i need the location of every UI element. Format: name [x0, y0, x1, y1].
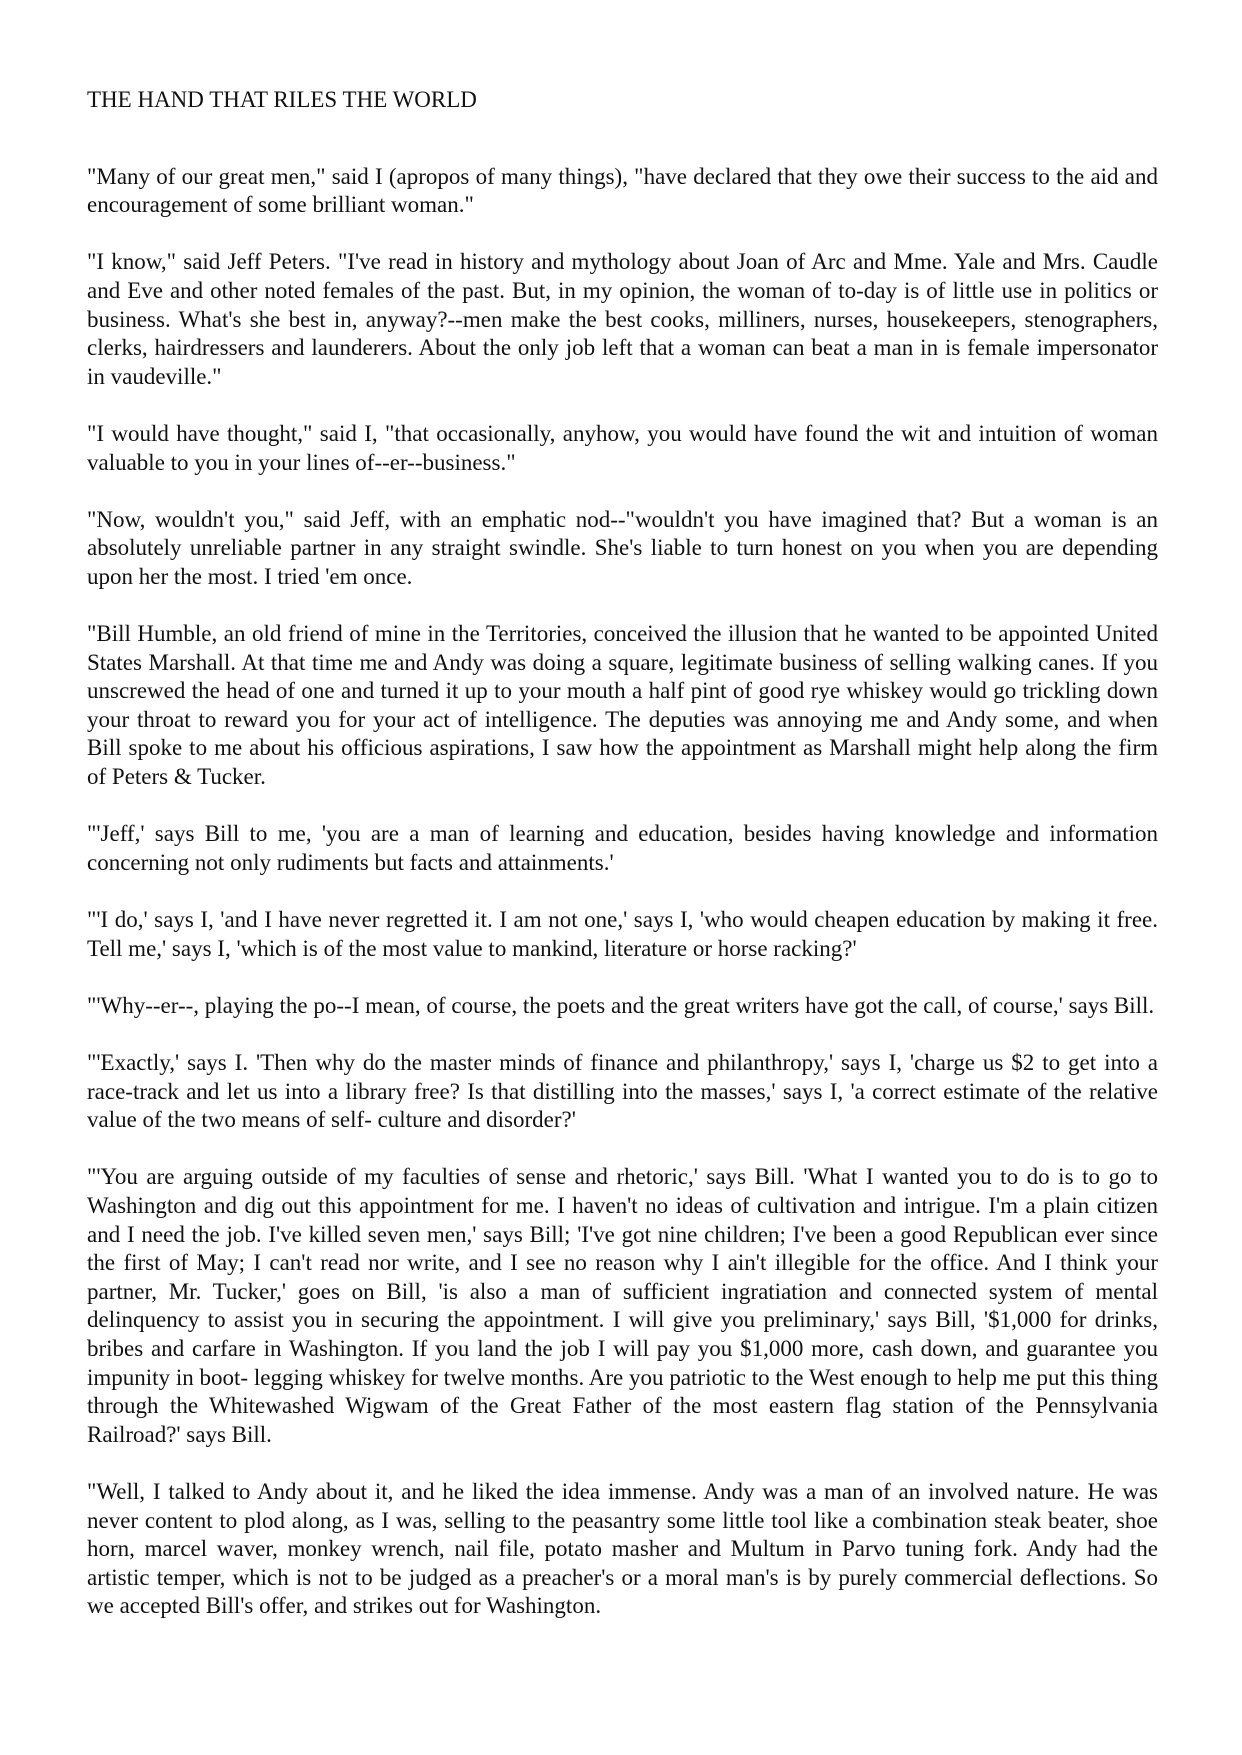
paragraph: "'Why--er--, playing the po--I mean, of course, the poets and the great writers have got the call, of course,' says Bill. [87, 992, 1155, 1018]
paragraph: "I know," said Jeff Peters. "I've read in history and mythology about Joan of Arc and Mme. Yale and Mrs. Caudle and Eve and other noted females of the past. But, in my opinion, the woman of to-day is of little use in politics or business. What's she best in, anyway?--men make the best cooks, milliners, nurses, housekeepers, stenographers, clerks, hairdressers and launderers. About the only job left that a woman can beat a man in is female impersonator in vaudeville." [87, 249, 1158, 389]
paragraph: "Well, I talked to Andy about it, and he liked the idea immense. Andy was a man of an involved nature. He was never content to plod along, as I was, selling to the peasantry some little tool like a combination steak beater, shoe horn, marcel waver, monkey wrench, nail file, potato masher and Multum in Parvo tuning fork. Andy had the artistic temper, which is not to be judged as a preacher's or a moral man's is by purely commercial deflections. So we accepted Bill's offer, and strikes out for Washington. [87, 1478, 1158, 1619]
paragraph: "Bill Humble, an old friend of mine in the Territories, conceived the illusion that he wanted to be appointed United States Marshall. At that time me and Andy was doing a square, legitimate business of selling walking canes. If you unscrewed the head of one and turned it up to your mouth a half pint of good rye whiskey would go trickling down your throat to reward you for your act of intelligence. The deputies was annoying me and Andy some, and when Bill spoke to me about his officious aspirations, I saw how the appointment as Marshall might help along the firm of Peters & Tucker. [87, 621, 1158, 790]
paragraph: "'Exactly,' says I. 'Then why do the master minds of finance and philanthropy,' says I, 'charge us $2 to get into a race-track and let us into a library free? Is that distilling into the masses,' says I, 'a correct estimate of the relative value of the two means of self- culture and disorder?' [87, 1050, 1158, 1133]
document-page [87, 86, 1158, 1649]
paragraph: "Many of our great men," said I (apropos of many things), "have declared that they owe their success to the aid and encouragement of some brilliant woman." [87, 163, 1158, 218]
paragraph: "'I do,' says I, 'and I have never regretted it. I am not one,' says I, 'who would cheapen education by making it free. Tell me,' says I, 'which is of the most value to mankind, literature or horse racking?' [87, 907, 1158, 961]
paragraph: "'You are arguing outside of my faculties of sense and rhetoric,' says Bill. 'What I wanted you to do is to go to Washington and dig out this appointment for me. I haven't no ideas of cultivation and intrigue. I'm a plain citizen and I need the job. I've killed seven men,' says Bill; 'I've got nine children; I've been a good Republican ever since the first of May; I can't read nor write, and I see no reason why I ain't illegible for the office. And I think your partner, Mr. Tucker,' goes on Bill, 'is also a man of sufficient ingratiation and connected system of mental delinquency to assist you in securing the appointment. I will give you preliminary,' says Bill, '$1,000 for drinks, bribes and carfare in Washington. If you land the job I will pay you $1,000 more, cash down, and guarantee you impunity in boot- legging whiskey for twelve months. Are you patriotic to the West enough to help me put this thing through the Whitewashed Wigwam of the Great Father of the most eastern flag station of the Pennsylvania Railroad?' says Bill. [87, 1164, 1158, 1447]
paragraph: "Now, wouldn't you," said Jeff, with an emphatic nod--"wouldn't you have imagined that? But a woman is an absolutely unreliable partner in any straight swindle. She's liable to turn honest on you when you are depending upon her the most. I tried 'em once. [87, 506, 1158, 589]
paragraph: "I would have thought," said I, "that occasionally, anyhow, you would have found the wit and intuition of woman valuable to you in your lines of--er--business." [87, 420, 1158, 475]
paragraph: "'Jeff,' says Bill to me, 'you are a man of learning and education, besides having knowledge and information concerning not only rudiments but facts and attainments.' [87, 821, 1158, 875]
page-title: THE HAND THAT RILES THE WORLD [87, 87, 477, 112]
